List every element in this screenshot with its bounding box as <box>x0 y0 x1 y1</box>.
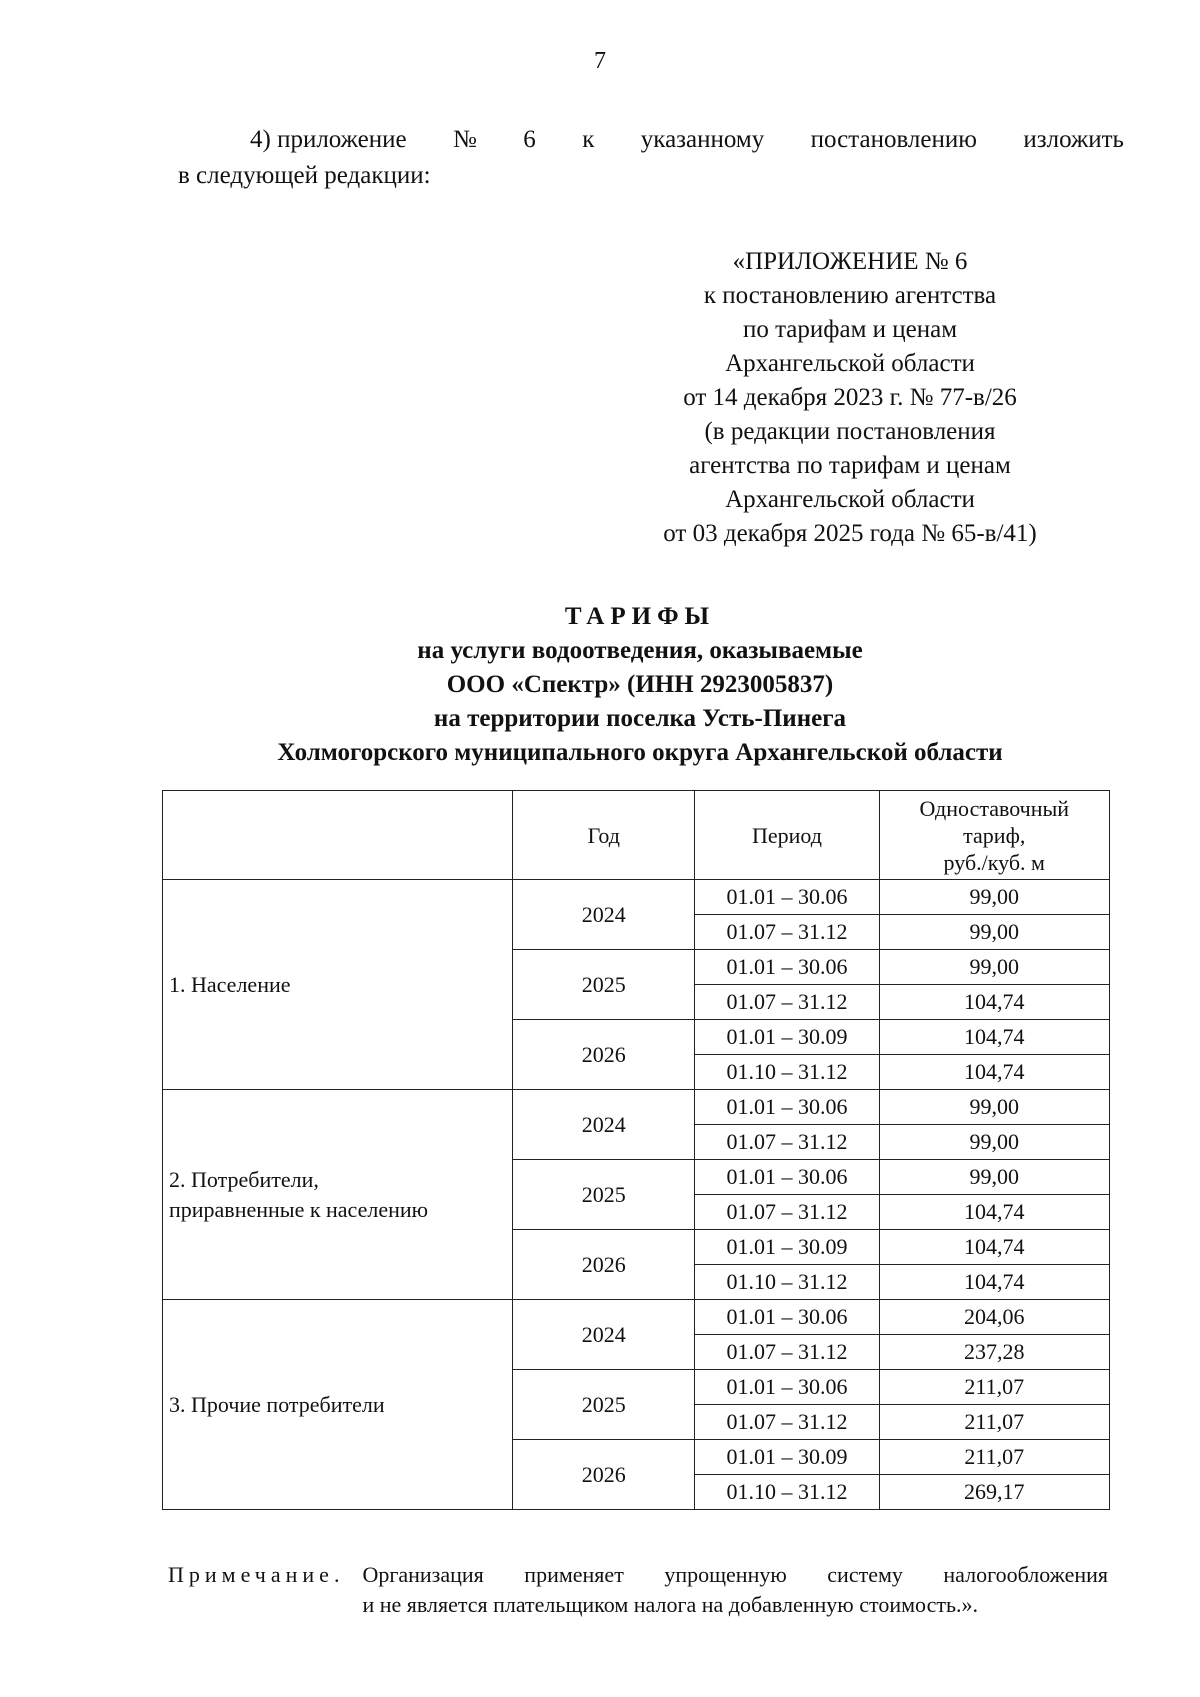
category-line: 1. Население <box>169 971 291 997</box>
note-line-1 <box>362 1560 1108 1590</box>
word: налогообложения <box>943 1562 1108 1587</box>
word: к <box>582 126 595 153</box>
period-cell: 01.01 – 30.06 <box>695 880 879 915</box>
year-cell: 2025 <box>513 950 695 1020</box>
note-line-2: и не является плательщиком налога на добавленную стоимость.». <box>362 1592 978 1617</box>
period-cell: 01.10 – 31.12 <box>695 1475 879 1510</box>
heading-title: ТАРИФЫ <box>564 603 716 630</box>
period-cell: 01.01 – 30.06 <box>695 1160 879 1195</box>
tariff-cell: 211,07 <box>879 1405 1109 1440</box>
word: применяет <box>524 1562 624 1587</box>
header-year: Год <box>513 791 695 880</box>
appendix-line: Архангельской области <box>725 486 975 513</box>
year-cell: 2024 <box>513 880 695 950</box>
appendix-line: к постановлению агентства <box>703 282 997 309</box>
note-label: Примечание. <box>168 1562 345 1587</box>
tariff-cell: 99,00 <box>879 1125 1109 1160</box>
appendix-line: по тарифам и ценам <box>742 316 958 343</box>
tariff-cell: 211,07 <box>879 1440 1109 1475</box>
period-cell: 01.07 – 31.12 <box>695 1125 879 1160</box>
category-cell <box>163 880 513 1090</box>
note <box>168 1560 1108 1620</box>
heading-line: Холмогорского муниципального округа Архангельской области <box>277 739 1003 766</box>
appendix-line: «ПРИЛОЖЕНИЕ № 6 <box>732 248 968 275</box>
tariff-cell: 237,28 <box>879 1335 1109 1370</box>
year-cell: 2026 <box>513 1020 695 1090</box>
header-tariff-line: руб./куб. м <box>943 849 1045 875</box>
period-cell: 01.01 – 30.09 <box>695 1020 879 1055</box>
tariff-cell: 99,00 <box>879 915 1109 950</box>
header-tariff <box>879 791 1109 880</box>
period-cell: 01.01 – 30.06 <box>695 1370 879 1405</box>
year-cell: 2026 <box>513 1440 695 1510</box>
appendix-line: от 03 декабря 2025 года № 65-в/41) <box>663 520 1037 547</box>
tariffs-table <box>162 790 1110 1510</box>
period-cell: 01.07 – 31.12 <box>695 915 879 950</box>
header-tariff-line: тариф, <box>963 822 1026 848</box>
table-row <box>163 1300 1110 1335</box>
note-text <box>362 1560 1108 1620</box>
category-cell <box>163 1300 513 1510</box>
appendix-line: (в редакции постановления <box>704 418 996 445</box>
header-period: Период <box>695 791 879 880</box>
tariff-cell: 104,74 <box>879 1265 1109 1300</box>
category-cell <box>163 1090 513 1300</box>
period-cell: 01.07 – 31.12 <box>695 1405 879 1440</box>
appendix-line: агентства по тарифам и ценам <box>689 452 1011 479</box>
table-body <box>163 880 1110 1510</box>
intro-paragraph <box>178 122 1124 194</box>
tariff-cell: 99,00 <box>879 1160 1109 1195</box>
intro-line-1 <box>178 122 1124 158</box>
heading-line: на территории поселка Усть-Пинега <box>433 705 847 732</box>
tariff-cell: 269,17 <box>879 1475 1109 1510</box>
word: систему <box>827 1562 903 1587</box>
tariff-cell: 104,74 <box>879 1055 1109 1090</box>
period-cell: 01.01 – 30.09 <box>695 1440 879 1475</box>
period-cell: 01.01 – 30.06 <box>695 950 879 985</box>
tariff-cell: 99,00 <box>879 880 1109 915</box>
period-cell: 01.07 – 31.12 <box>695 1335 879 1370</box>
header-tariff-line: Одноставочный <box>919 795 1070 821</box>
period-cell: 01.01 – 30.09 <box>695 1230 879 1265</box>
appendix-line: Архангельской области <box>725 350 975 377</box>
tariffs-heading <box>160 600 1120 770</box>
appendix-header <box>610 245 1090 551</box>
page-number: 7 <box>594 48 606 74</box>
word: постановлению <box>810 126 977 153</box>
category-line: 2. Потребители, <box>169 1166 319 1192</box>
period-cell: 01.10 – 31.12 <box>695 1265 879 1300</box>
word: Организация <box>362 1562 484 1587</box>
period-cell: 01.01 – 30.06 <box>695 1090 879 1125</box>
tariff-cell: 104,74 <box>879 1230 1109 1265</box>
word: 4) приложение <box>250 126 407 153</box>
word: указанному <box>640 126 765 153</box>
year-cell: 2025 <box>513 1160 695 1230</box>
word: 6 <box>523 126 536 153</box>
table-row <box>163 880 1110 915</box>
word: изложить <box>1023 126 1124 153</box>
tariff-cell: 211,07 <box>879 1370 1109 1405</box>
table-header-row <box>163 791 1110 880</box>
year-cell: 2024 <box>513 1300 695 1370</box>
tariff-cell: 99,00 <box>879 950 1109 985</box>
tariff-cell: 99,00 <box>879 1090 1109 1125</box>
heading-line: ООО «Спектр» (ИНН 2923005837) <box>446 671 834 698</box>
year-cell: 2024 <box>513 1090 695 1160</box>
heading-line: на услуги водоотведения, оказываемые <box>417 637 863 664</box>
period-cell: 01.07 – 31.12 <box>695 1195 879 1230</box>
category-line: 3. Прочие потребители <box>169 1391 385 1417</box>
word: № <box>453 126 477 153</box>
appendix-line: от 14 декабря 2023 г. № 77-в/26 <box>683 384 1017 411</box>
tariff-cell: 104,74 <box>879 985 1109 1020</box>
tariff-cell: 104,74 <box>879 1020 1109 1055</box>
period-cell: 01.01 – 30.06 <box>695 1300 879 1335</box>
table-row <box>163 1090 1110 1125</box>
category-line: приравненные к населению <box>169 1196 429 1222</box>
year-cell: 2025 <box>513 1370 695 1440</box>
word: упрощенную <box>664 1562 787 1587</box>
intro-line-2: в следующей редакции: <box>178 162 431 189</box>
year-cell: 2026 <box>513 1230 695 1300</box>
period-cell: 01.10 – 31.12 <box>695 1055 879 1090</box>
tariff-cell: 204,06 <box>879 1300 1109 1335</box>
header-category <box>163 791 513 880</box>
tariff-cell: 104,74 <box>879 1195 1109 1230</box>
period-cell: 01.07 – 31.12 <box>695 985 879 1020</box>
